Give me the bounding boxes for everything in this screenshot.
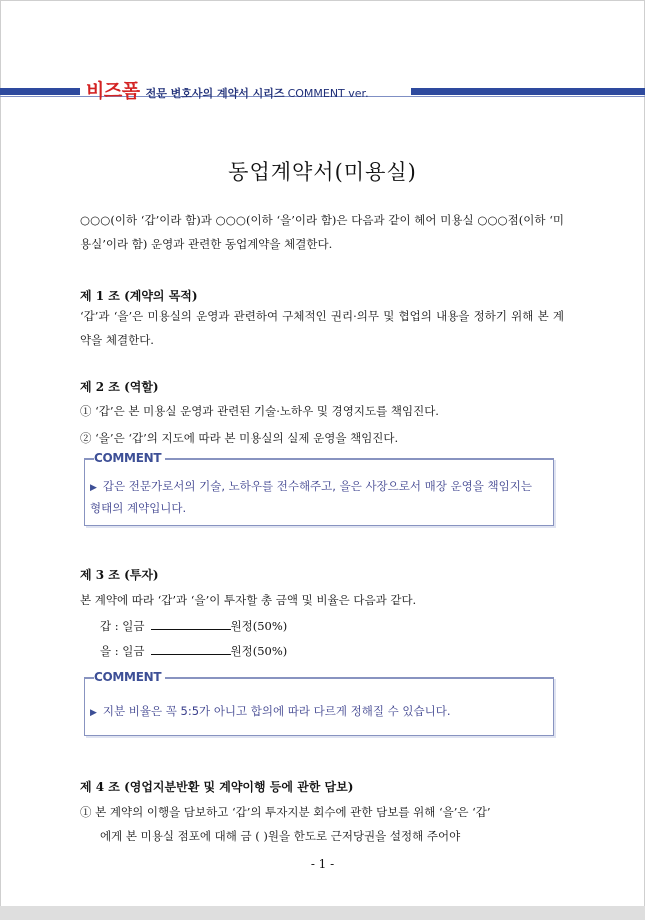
- article-2-item-2: ② ‘을’은 ‘갑’의 지도에 따라 본 미용실의 실제 운영을 책임진다.: [80, 431, 399, 445]
- amount-blank-gap: [151, 617, 231, 630]
- comment-2-content: [90, 701, 544, 723]
- header-text: [86, 76, 369, 103]
- header-bar-left: [0, 88, 80, 95]
- investment-label-gap: 갑 : 일금: [100, 619, 145, 633]
- comment-1-content: [90, 476, 544, 518]
- header-bar-right: [411, 88, 645, 95]
- document-header: [0, 76, 645, 100]
- article-2-heading: 제 2 조 (역할): [80, 380, 159, 394]
- investment-line-eul: [100, 642, 287, 659]
- document-title: 동업계약서(미용실): [228, 160, 417, 184]
- article-1-body: ‘갑’과 ‘을’은 미용실의 운영과 관련하여 구체적인 권리·의무 및 협업의 내용을 정하기 위해 본 계약을 체결한다.: [80, 309, 565, 347]
- comment-1-label: COMMENT: [94, 451, 165, 465]
- investment-line-gap: [100, 617, 287, 634]
- comment-2-text: 지분 비율은 꼭 5:5가 아니고 합의에 따라 다르게 정해질 수 있습니다.: [102, 704, 451, 718]
- comment-2-label: COMMENT: [94, 670, 165, 684]
- triangle-right-icon: ▶: [90, 483, 97, 493]
- amount-blank-eul: [151, 642, 231, 655]
- brand-logo: 비즈폼: [86, 80, 140, 102]
- comment-1-text: 갑은 전문가로서의 기술, 노하우를 전수해주고, 을은 사장으로서 매장 운영을 책임지는 형태의 계약입니다.: [90, 479, 532, 515]
- article-4-heading: 제 4 조 (영업지분반환 및 계약이행 등에 관한 담보): [80, 780, 354, 794]
- comment-version-label: COMMENT ver.: [287, 87, 369, 100]
- page-number: - 1 -: [310, 857, 335, 871]
- amount-suffix-gap: 원정(50%): [230, 619, 288, 633]
- investment-label-eul: 을 : 일금: [100, 644, 145, 658]
- series-label: 전문 변호사의 계약서 시리즈: [145, 87, 285, 100]
- amount-suffix-eul: 원정(50%): [230, 644, 288, 658]
- comment-2-header: [84, 670, 554, 686]
- article-3-heading: 제 3 조 (투자): [80, 568, 159, 582]
- triangle-right-icon: ▶: [90, 708, 97, 718]
- article-1-heading: 제 1 조 (계약의 목적): [80, 289, 198, 303]
- article-3-body: 본 계약에 따라 ‘갑’과 ‘을’이 투자할 총 금액 및 비율은 다음과 같다.: [80, 593, 417, 607]
- article-4-line-2: 에게 본 미용실 점포에 대해 금 ( )원을 한도로 근저당권을 설정해 주어야: [100, 829, 461, 843]
- article-2-item-1: ① ‘갑’은 본 미용실 운영과 관련된 기술·노하우 및 경영지도를 책임진다.: [80, 404, 439, 418]
- comment-1-header: [84, 451, 554, 467]
- article-4-line-1: ① 본 계약의 이행을 담보하고 ‘갑’의 투자지분 회수에 관한 담보를 위해 ‘을’은 ‘갑’: [80, 805, 491, 819]
- intro-paragraph: ○○○(이하 ‘갑’이라 함)과 ○○○(이하 ‘을’이라 함)은 다음과 같이 헤어 미용실 ○○○점(이하 ‘미용실’이라 함) 운영과 관련한 동업계약을 체결한다.: [80, 213, 564, 251]
- page-bottom-strip: [0, 906, 645, 920]
